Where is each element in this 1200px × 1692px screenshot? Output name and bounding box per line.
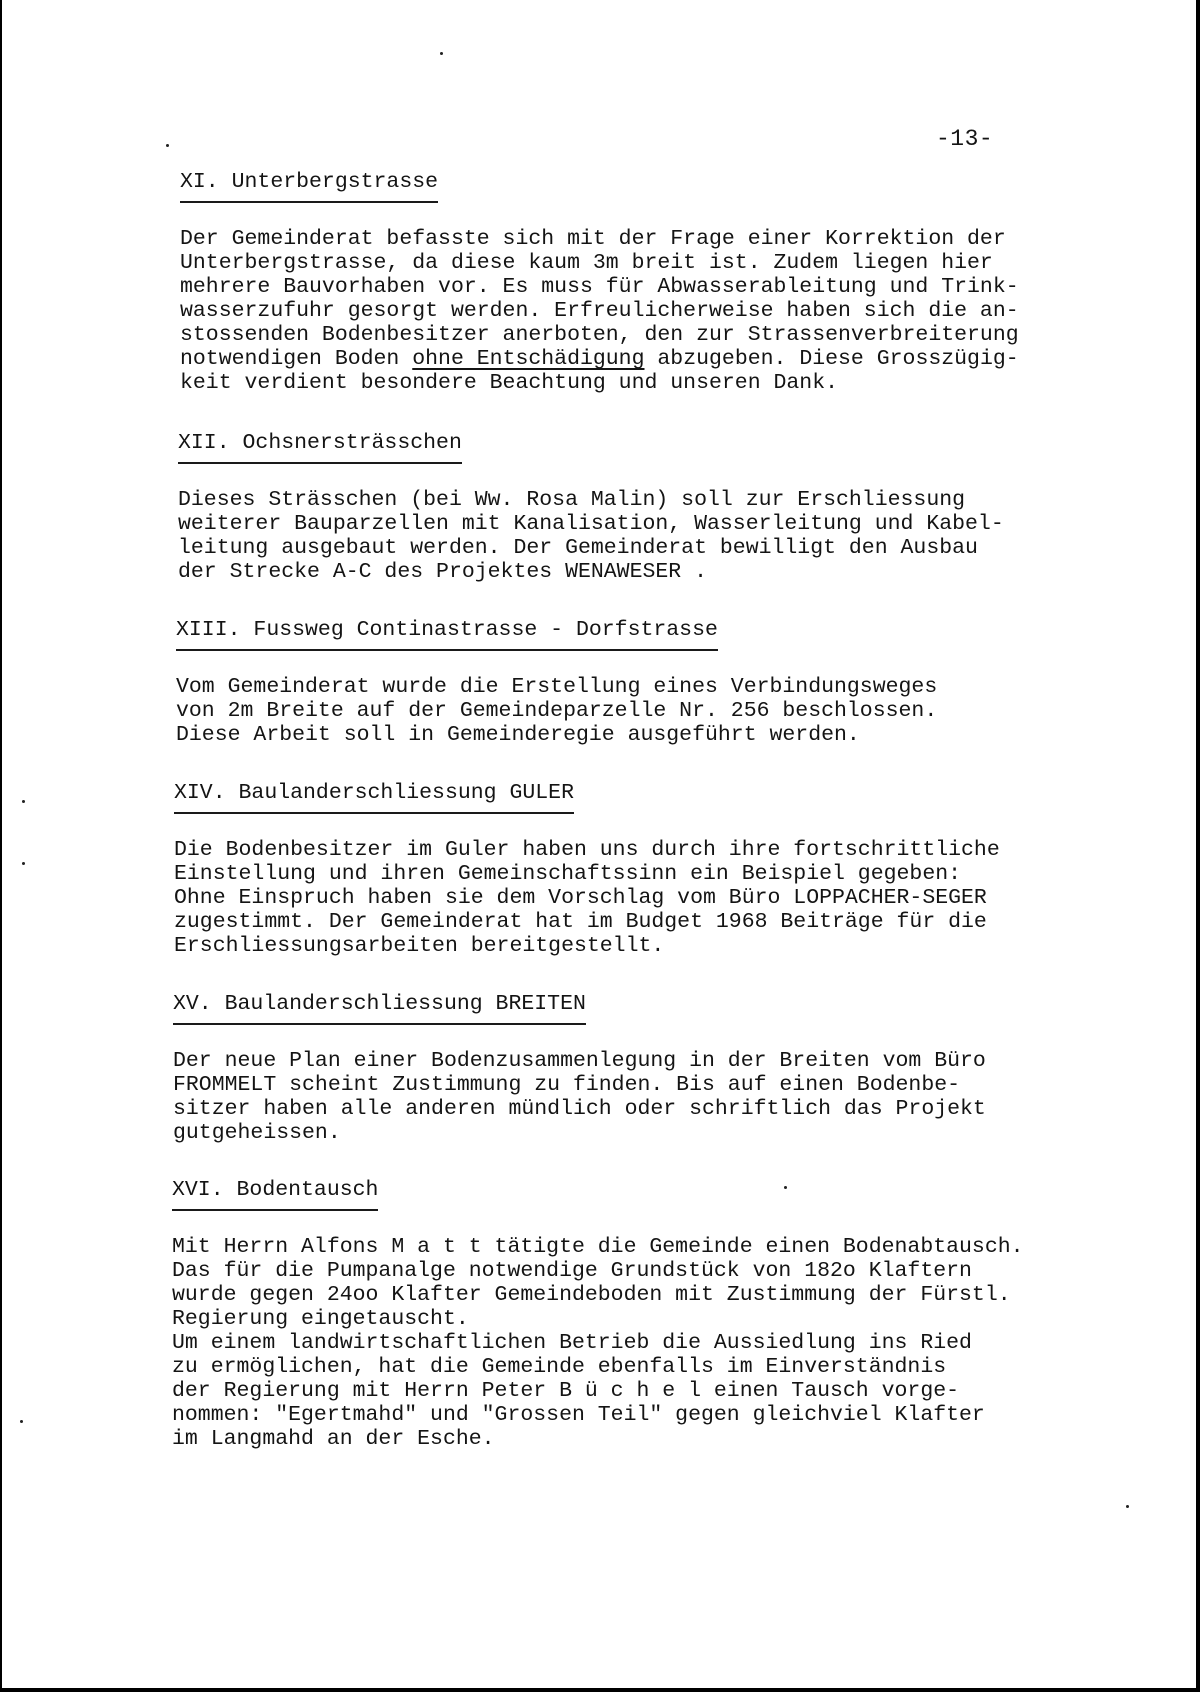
scan-speck (22, 800, 25, 803)
section-heading: XII. Ochsnersträsschen (178, 429, 462, 464)
paragraph-line: wasserzufuhr gesorgt werden. Erfreulicherweise haben sich die an- (180, 299, 1019, 323)
scan-speck (166, 144, 169, 147)
section-xiii (176, 616, 937, 747)
paragraph-line: der Regierung mit Herrn Peter B ü c h e l einen Tausch vorge- (172, 1379, 960, 1403)
section-xi (180, 168, 1019, 395)
paragraph-line: stossenden Bodenbesitzer anerboten, den zur Strassenverbreiterung (180, 323, 1019, 347)
paragraph-line: der Strecke A-C des Projektes WENAWESER . (178, 560, 707, 584)
paragraph-line: leitung ausgebaut werden. Der Gemeinderat bewilligt den Ausbau (178, 536, 978, 560)
paragraph-line: FROMMELT scheint Zustimmung zu finden. Bis auf einen Bodenbe- (173, 1073, 961, 1097)
section-xiv (174, 779, 1000, 958)
section-heading: XIII. Fussweg Continastrasse - Dorfstrasse (176, 616, 718, 651)
paragraph-line: keit verdient besondere Beachtung und unseren Dank. (180, 371, 839, 395)
paragraph-line: Vom Gemeinderat wurde die Erstellung eines Verbindungsweges (176, 675, 938, 699)
paragraph-line: Diese Arbeit soll in Gemeinderegie ausgeführt werden. (176, 723, 860, 747)
section-heading: XVI. Bodentausch (172, 1176, 378, 1211)
paragraph-line: Einstellung und ihren Gemeinschaftssinn ein Beispiel gegeben: (174, 862, 962, 886)
paragraph-line: Dieses Strässchen (bei Ww. Rosa Malin) soll zur Erschliessung (178, 488, 966, 512)
paragraph-line: sitzer haben alle anderen mündlich oder schriftlich das Projekt (173, 1097, 986, 1121)
section-xv (173, 990, 986, 1145)
document-page (2, 0, 1196, 1688)
paragraph-line: Mit Herrn Alfons M a t t tätigte die Gemeinde einen Bodenabtausch. (172, 1235, 1024, 1259)
paragraph-line: von 2m Breite auf der Gemeindeparzelle Nr. 256 beschlossen. (176, 699, 938, 723)
section-paragraph (174, 838, 1000, 958)
section-paragraph (176, 675, 937, 747)
paragraph-line: im Langmahd an der Esche. (172, 1427, 495, 1451)
page-number: -13- (936, 126, 994, 152)
scan-speck (22, 862, 25, 865)
paragraph-line: Ohne Einspruch haben sie dem Vorschlag vom Büro LOPPACHER-SEGER (174, 886, 987, 910)
section-heading: XV. Baulanderschliessung BREITEN (173, 990, 586, 1025)
paragraph-line: Regierung eingetauscht. (172, 1307, 469, 1331)
paragraph-line: gutgeheissen. (173, 1121, 341, 1145)
paragraph-line: Der Gemeinderat befasste sich mit der Frage einer Korrektion der (180, 227, 1006, 251)
section-heading: XIV. Baulanderschliessung GULER (174, 779, 574, 814)
paragraph-line: wurde gegen 24oo Klafter Gemeindeboden mit Zustimmung der Fürstl. (172, 1283, 1011, 1307)
paragraph-line: nommen: "Egertmahd" und "Grossen Teil" gegen gleichviel Klafter (172, 1403, 985, 1427)
paragraph-line: Der neue Plan einer Bodenzusammenlegung in der Breiten vom Büro (173, 1049, 986, 1073)
paragraph-line: zu ermöglichen, hat die Gemeinde ebenfalls im Einverständnis (172, 1355, 947, 1379)
paragraph-line: mehrere Bauvorhaben vor. Es muss für Abwasserableitung und Trink- (180, 275, 1019, 299)
paragraph-line: Die Bodenbesitzer im Guler haben uns durch ihre fortschrittliche (174, 838, 1000, 862)
scan-speck (784, 1186, 787, 1189)
scan-speck (20, 1420, 23, 1423)
paragraph-line: Um einem landwirtschaftlichen Betrieb die Aussiedlung ins Ried (172, 1331, 972, 1355)
section-xii (178, 429, 1004, 584)
paragraph-line: Erschliessungsarbeiten bereitgestellt. (174, 934, 665, 958)
paragraph-line: Unterbergstrasse, da diese kaum 3m breit ist. Zudem liegen hier (180, 251, 993, 275)
paragraph-line: zugestimmt. Der Gemeinderat hat im Budget 1968 Beiträge für die (174, 910, 987, 934)
paragraph-line: Das für die Pumpanalge notwendige Grundstück von 182o Klaftern (172, 1259, 972, 1283)
section-paragraph (172, 1235, 1024, 1451)
underlined-phrase: ohne Entschädigung (412, 347, 645, 371)
line-text: notwendigen Boden (180, 347, 413, 371)
scan-speck (1126, 1505, 1129, 1508)
line-text: abzugeben. Diese Grosszügig- (644, 347, 1019, 371)
section-paragraph (178, 488, 1004, 584)
section-xvi (172, 1176, 1024, 1451)
paragraph-line (180, 347, 1019, 371)
paragraph-line: weiterer Bauparzellen mit Kanalisation, Wasserleitung und Kabel- (178, 512, 1004, 536)
section-paragraph (173, 1049, 986, 1145)
scan-speck (440, 52, 443, 55)
section-paragraph (180, 227, 1019, 395)
section-heading: XI. Unterbergstrasse (180, 168, 438, 203)
